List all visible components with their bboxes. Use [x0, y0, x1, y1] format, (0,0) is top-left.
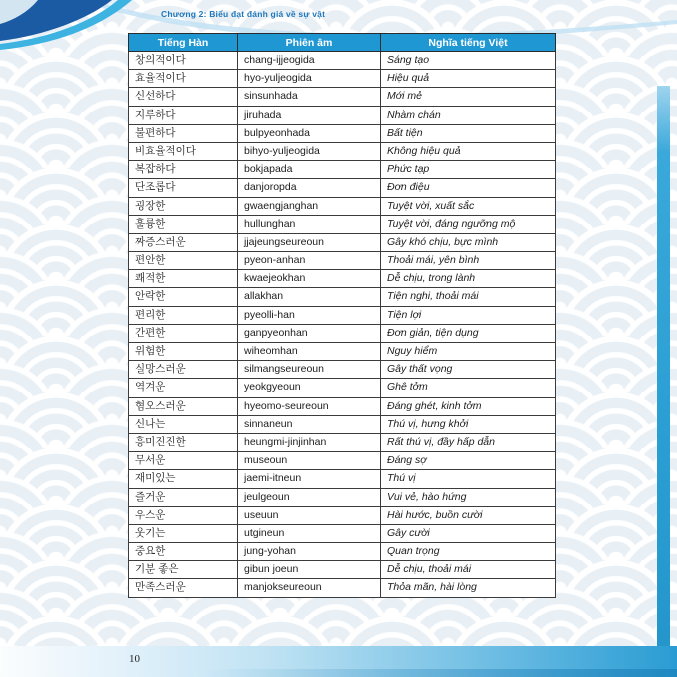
table-row	[129, 106, 556, 124]
cell-vietnamese: Rất thú vị, đầy hấp dẫn	[381, 433, 556, 451]
cell-korean: 기분 좋은	[129, 561, 238, 579]
cell-korean: 불편하다	[129, 124, 238, 142]
cell-korean: 신나는	[129, 415, 238, 433]
cell-vietnamese: Thú vị, hưng khởi	[381, 415, 556, 433]
table-row	[129, 197, 556, 215]
cell-vietnamese: Đơn điệu	[381, 179, 556, 197]
table-row	[129, 433, 556, 451]
header-vietnamese: Nghĩa tiếng Việt	[381, 34, 556, 52]
table-row	[129, 142, 556, 160]
cell-phonetic: museoun	[238, 452, 381, 470]
cell-phonetic: sinsunhada	[238, 88, 381, 106]
table-row	[129, 324, 556, 342]
cell-korean: 지루하다	[129, 106, 238, 124]
cell-phonetic: gwaengjanghan	[238, 197, 381, 215]
cell-korean: 신선하다	[129, 88, 238, 106]
cell-vietnamese: Gây khó chịu, bực mình	[381, 233, 556, 251]
cell-phonetic: pyeolli-han	[238, 306, 381, 324]
cell-phonetic: yeokgyeoun	[238, 379, 381, 397]
cell-korean: 복잡하다	[129, 161, 238, 179]
cell-phonetic: jjajeungseureoun	[238, 233, 381, 251]
cell-korean: 흥미진진한	[129, 433, 238, 451]
cell-vietnamese: Dễ chịu, thoải mái	[381, 561, 556, 579]
cell-vietnamese: Gây cười	[381, 524, 556, 542]
cell-korean: 편리한	[129, 306, 238, 324]
cell-korean: 비효율적이다	[129, 142, 238, 160]
cell-phonetic: ganpyeonhan	[238, 324, 381, 342]
cell-vietnamese: Sáng tạo	[381, 52, 556, 70]
cell-phonetic: hyo-yuljeogida	[238, 70, 381, 88]
vocab-table-body	[129, 52, 556, 598]
table-row	[129, 506, 556, 524]
cell-korean: 실망스러운	[129, 361, 238, 379]
cell-vietnamese: Thỏa mãn, hài lòng	[381, 579, 556, 597]
cell-korean: 간편한	[129, 324, 238, 342]
cell-vietnamese: Nhàm chán	[381, 106, 556, 124]
header-korean: Tiếng Hàn	[129, 34, 238, 52]
chapter-header: Chương 2: Biểu đạt đánh giá về sự vật	[161, 9, 326, 19]
cell-korean: 효율적이다	[129, 70, 238, 88]
cell-korean: 즐거운	[129, 488, 238, 506]
cell-korean: 웃기는	[129, 524, 238, 542]
right-edge-bar	[657, 86, 670, 646]
cell-vietnamese: Gây thất vọng	[381, 361, 556, 379]
cell-vietnamese: Vui vẻ, hào hứng	[381, 488, 556, 506]
cell-vietnamese: Thoải mái, yên bình	[381, 252, 556, 270]
cell-vietnamese: Tiện lợi	[381, 306, 556, 324]
cell-korean: 편안한	[129, 252, 238, 270]
cell-phonetic: sinnaneun	[238, 415, 381, 433]
table-row	[129, 179, 556, 197]
cell-phonetic: heungmi-jinjinhan	[238, 433, 381, 451]
table-row	[129, 579, 556, 597]
table-row	[129, 70, 556, 88]
table-row	[129, 470, 556, 488]
cell-korean: 짜증스러운	[129, 233, 238, 251]
cell-korean: 안락한	[129, 288, 238, 306]
cell-phonetic: chang-ijjeogida	[238, 52, 381, 70]
cell-vietnamese: Tuyệt vời, xuất sắc	[381, 197, 556, 215]
cell-korean: 훌륭한	[129, 215, 238, 233]
bottom-edge-shade	[0, 669, 677, 677]
table-row	[129, 561, 556, 579]
cell-korean: 무서운	[129, 452, 238, 470]
cell-vietnamese: Đáng sợ	[381, 452, 556, 470]
cell-vietnamese: Bất tiện	[381, 124, 556, 142]
cell-korean: 재미있는	[129, 470, 238, 488]
cell-phonetic: utgineun	[238, 524, 381, 542]
cell-vietnamese: Hài hước, buồn cười	[381, 506, 556, 524]
table-row	[129, 452, 556, 470]
page-number: 10	[129, 653, 140, 665]
table-row	[129, 124, 556, 142]
cell-phonetic: silmangseureoun	[238, 361, 381, 379]
cell-korean: 단조롭다	[129, 179, 238, 197]
table-row	[129, 252, 556, 270]
cell-vietnamese: Không hiệu quả	[381, 142, 556, 160]
table-row	[129, 233, 556, 251]
cell-phonetic: jaemi-itneun	[238, 470, 381, 488]
table-row	[129, 161, 556, 179]
table-row	[129, 288, 556, 306]
vocab-table-head	[129, 34, 556, 52]
cell-phonetic: danjoropda	[238, 179, 381, 197]
cell-phonetic: manjokseureoun	[238, 579, 381, 597]
cell-phonetic: gibun joeun	[238, 561, 381, 579]
cell-phonetic: bihyo-yuljeogida	[238, 142, 381, 160]
cell-phonetic: hyeomo-seureoun	[238, 397, 381, 415]
cell-korean: 위험한	[129, 343, 238, 361]
table-row	[129, 488, 556, 506]
cell-vietnamese: Mới mẻ	[381, 88, 556, 106]
cell-vietnamese: Hiệu quả	[381, 70, 556, 88]
table-row	[129, 270, 556, 288]
table-row	[129, 306, 556, 324]
cell-phonetic: kwaejeokhan	[238, 270, 381, 288]
table-row	[129, 524, 556, 542]
cell-phonetic: wiheomhan	[238, 343, 381, 361]
cell-vietnamese: Tuyệt vời, đáng ngưỡng mộ	[381, 215, 556, 233]
cell-korean: 우스운	[129, 506, 238, 524]
cell-vietnamese: Nguy hiểm	[381, 343, 556, 361]
cell-vietnamese: Dễ chịu, trong lành	[381, 270, 556, 288]
table-row	[129, 379, 556, 397]
cell-vietnamese: Quan trọng	[381, 543, 556, 561]
cell-phonetic: jung-yohan	[238, 543, 381, 561]
cell-phonetic: allakhan	[238, 288, 381, 306]
cell-vietnamese: Thú vị	[381, 470, 556, 488]
cell-korean: 중요한	[129, 543, 238, 561]
cell-phonetic: pyeon-anhan	[238, 252, 381, 270]
vocab-table	[128, 33, 556, 598]
cell-phonetic: bulpyeonhada	[238, 124, 381, 142]
cell-vietnamese: Phức tạp	[381, 161, 556, 179]
cell-vietnamese: Đơn giản, tiện dụng	[381, 324, 556, 342]
cell-phonetic: bokjapada	[238, 161, 381, 179]
cell-phonetic: jiruhada	[238, 106, 381, 124]
table-row	[129, 343, 556, 361]
table-row	[129, 215, 556, 233]
cell-phonetic: useuun	[238, 506, 381, 524]
table-row	[129, 397, 556, 415]
cell-korean: 혐오스러운	[129, 397, 238, 415]
cell-vietnamese: Ghê tởm	[381, 379, 556, 397]
cell-korean: 굉장한	[129, 197, 238, 215]
table-row	[129, 88, 556, 106]
cell-phonetic: hullunghan	[238, 215, 381, 233]
cell-korean: 만족스러운	[129, 579, 238, 597]
cell-korean: 역겨운	[129, 379, 238, 397]
header-phonetic: Phiên âm	[238, 34, 381, 52]
cell-korean: 쾌적한	[129, 270, 238, 288]
cell-korean: 창의적이다	[129, 52, 238, 70]
table-row	[129, 52, 556, 70]
table-row	[129, 361, 556, 379]
cell-vietnamese: Đáng ghét, kinh tởm	[381, 397, 556, 415]
table-row	[129, 543, 556, 561]
header-row	[129, 34, 556, 52]
cell-phonetic: jeulgeoun	[238, 488, 381, 506]
cell-vietnamese: Tiện nghi, thoải mái	[381, 288, 556, 306]
table-row	[129, 415, 556, 433]
